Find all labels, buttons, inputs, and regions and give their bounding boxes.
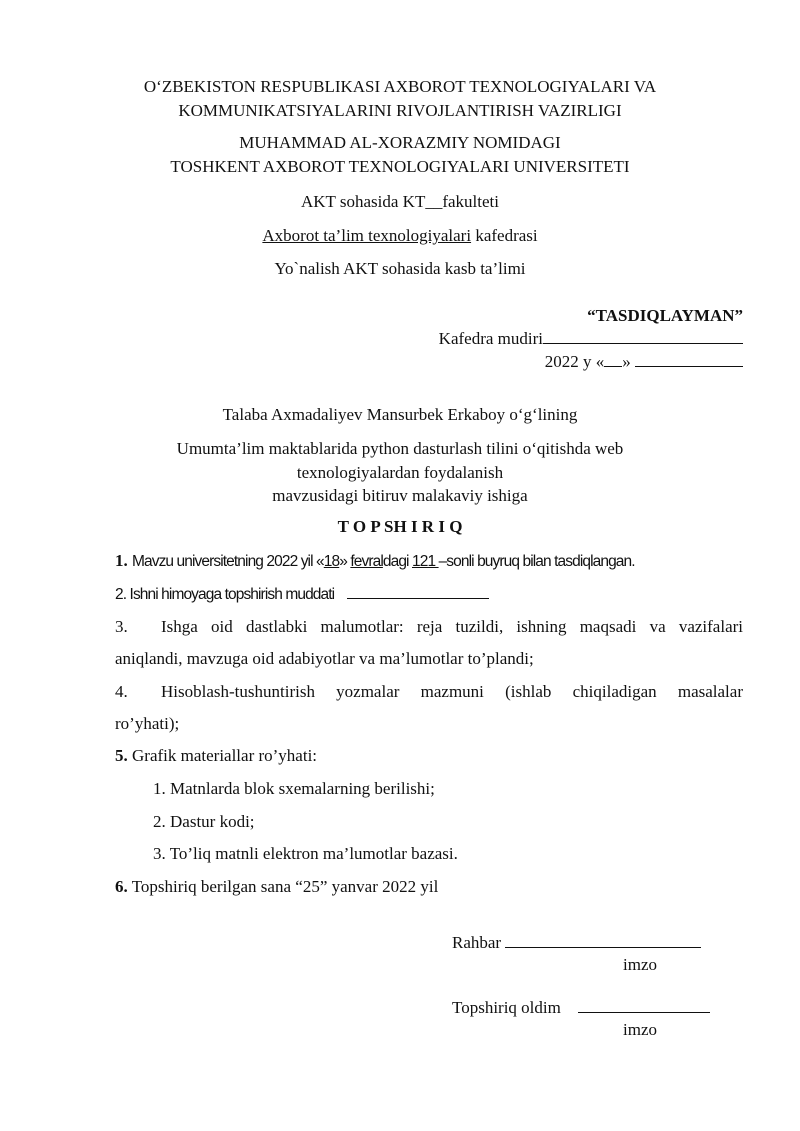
item-2: [115, 584, 489, 604]
sub-item-3: 3. To’liq matnli elektron ma’lumotlar bazasi.: [153, 844, 458, 863]
item-3-line-1: [115, 617, 743, 637]
direction-line: Yo`nalish AKT sohasida kasb ta’limi: [274, 259, 526, 278]
item-3-line-2: aniqlandi, mavzuga oid adabiyotlar va ma’lumotlar to’plandi;: [115, 649, 534, 668]
received-label: Topshiriq oldim: [452, 998, 561, 1017]
defense-deadline-blank: [347, 584, 489, 599]
ministry-line-2: KOMMUNIKATSIYALARINI RIVOJLANTIRISH VAZIRLIGI: [178, 101, 622, 120]
department-suffix: kafedrasi: [471, 226, 538, 245]
university-line-2: TOSHKENT AXBOROT TEXNOLOGIYALARI UNIVERSITETI: [170, 157, 630, 176]
supervisor-signature-blank: [505, 933, 701, 948]
department-line: [0, 226, 800, 246]
item-5-number: 5.: [115, 746, 128, 765]
approval-date-prefix: 2022 y «: [544, 352, 605, 371]
item-3-number: 3.: [115, 617, 128, 636]
item-1-text: [132, 553, 635, 570]
item-4-text-1: Hisoblash-tushuntirish yozmalar mazmuni (ishlab chiqiladigan masalalar: [161, 682, 743, 701]
approval-month-blank: [635, 352, 743, 367]
item-1-order-number: 121: [412, 553, 439, 570]
supervisor-label: Rahbar: [452, 933, 502, 952]
university-line-1: MUHAMMAD AL-XORAZMIY NOMIDAGI: [239, 133, 561, 152]
item-1-part-b: »: [339, 553, 351, 570]
item-1: [115, 551, 635, 571]
received-signature-blank: [578, 998, 710, 1013]
department-name: Axborot ta’lim texnologiyalari: [262, 226, 472, 245]
topic-line-1: Umumta’lim maktablarida python dasturlash tilini o‘qitishda web: [176, 439, 624, 458]
item-2-text: 2. Ishni himoyaga topshirish muddati: [115, 586, 335, 603]
received-line: [452, 998, 710, 1018]
department-head-label: Kafedra mudiri: [438, 329, 543, 348]
item-5: [115, 746, 317, 766]
item-5-text: Grafik materiallar ro’yhati:: [127, 746, 318, 765]
department-head-line: [439, 329, 743, 349]
department-head-signature-blank: [543, 329, 743, 344]
item-6-number: 6.: [115, 877, 128, 896]
item-1-number: 1.: [115, 551, 128, 570]
sub-item-2: 2. Dastur kodi;: [153, 812, 255, 831]
ministry-line-1: O‘ZBEKISTON RESPUBLIKASI AXBOROT TEXNOLOGIYALARI VA: [143, 77, 657, 96]
item-1-part-a: Mavzu universitetning 2022 yil «: [132, 553, 324, 570]
sub-item-1: 1. Matnlarda blok sxemalarning berilishi;: [153, 779, 435, 798]
signature-caption-2: imzo: [623, 1020, 657, 1039]
approval-title: “TASDIQLAYMAN”: [587, 306, 743, 325]
approval-day-blank: [604, 352, 622, 367]
item-1-part-d: –sonli buyruq bilan tasdiqlangan.: [438, 553, 635, 570]
supervisor-line: [452, 933, 701, 953]
topic-line-3: mavzusidagi bitiruv malakaviy ishiga: [272, 486, 528, 505]
topic-line-2: texnologiyalardan foydalanish: [296, 463, 504, 482]
student-line: Talaba Axmadaliyev Mansurbek Erkaboy o‘g‘lining: [222, 405, 578, 424]
item-3-text-1: Ishga oid dastlabki malumotlar: reja tuzildi, ishning maqsadi va vazifalari: [161, 617, 743, 636]
item-4-line-2: ro’yhati);: [115, 714, 180, 733]
item-6-text: Topshiriq berilgan sana “25” yanvar 2022 yil: [127, 877, 439, 896]
item-6: [115, 877, 438, 897]
faculty-line: AKT sohasida KT__fakulteti: [301, 192, 499, 211]
item-1-month: fevral: [350, 553, 383, 570]
approval-date-suffix: »: [622, 352, 631, 371]
signature-caption-1: imzo: [623, 955, 657, 974]
item-1-day: 18: [323, 553, 340, 570]
item-1-part-c: dagi: [382, 553, 412, 570]
item-4-number: 4.: [115, 682, 128, 701]
assignment-title: T O P SH I R I Q: [337, 517, 463, 536]
item-4-line-1: [115, 682, 743, 702]
approval-date-line: [545, 352, 743, 372]
